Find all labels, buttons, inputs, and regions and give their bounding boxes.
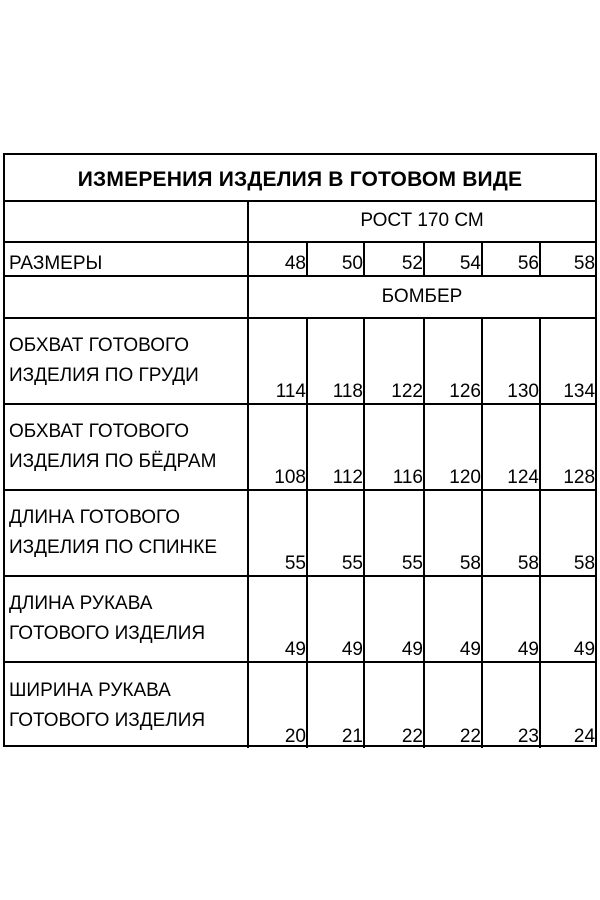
- measurement-label: [5, 576, 248, 662]
- value-cell: 120: [424, 404, 482, 490]
- value-cell: 58: [424, 490, 482, 576]
- product-row: [5, 276, 595, 318]
- height-row: [5, 200, 595, 242]
- label-line: ИЗДЕЛИЯ ПО БЁДРАМ: [9, 451, 217, 472]
- value-cell: 55: [248, 490, 307, 576]
- size-cell: 56: [482, 242, 540, 276]
- value-cell: 20: [248, 662, 307, 748]
- sizes-row: [5, 242, 595, 276]
- measurement-row-hips: [5, 404, 595, 490]
- value-cell: 116: [364, 404, 424, 490]
- product-label: БОМБЕР: [248, 276, 595, 318]
- size-chart: [3, 153, 597, 747]
- measurement-row-chest: [5, 318, 595, 404]
- label-line: ИЗДЕЛИЯ ПО ГРУДИ: [9, 365, 199, 386]
- value-cell: 49: [424, 576, 482, 662]
- value-cell: 112: [307, 404, 364, 490]
- value-cell: 128: [540, 404, 595, 490]
- size-cell: 54: [424, 242, 482, 276]
- chart-title: ИЗМЕРЕНИЯ ИЗДЕЛИЯ В ГОТОВОМ ВИДЕ: [5, 155, 595, 202]
- label-line: ДЛИНА РУКАВА: [9, 593, 153, 614]
- label-line: ИЗДЕЛИЯ ПО СПИНКЕ: [9, 537, 218, 558]
- label-line: ГОТОВОГО ИЗДЕЛИЯ: [9, 623, 206, 644]
- size-table: [5, 200, 595, 748]
- measurement-row-sleeve-length: [5, 576, 595, 662]
- value-cell: 55: [307, 490, 364, 576]
- value-cell: 49: [482, 576, 540, 662]
- value-cell: 55: [364, 490, 424, 576]
- size-cell: 58: [540, 242, 595, 276]
- value-cell: 124: [482, 404, 540, 490]
- value-cell: 118: [307, 318, 364, 404]
- value-cell: 49: [248, 576, 307, 662]
- value-cell: 21: [307, 662, 364, 748]
- empty-header-cell: [5, 200, 248, 242]
- value-cell: 126: [424, 318, 482, 404]
- label-line: ОБХВАТ ГОТОВОГО: [9, 421, 189, 442]
- value-cell: 134: [540, 318, 595, 404]
- label-line: ГОТОВОГО ИЗДЕЛИЯ: [9, 709, 206, 731]
- label-line: ШИРИНА РУКАВА: [9, 679, 171, 701]
- value-cell: 114: [248, 318, 307, 404]
- value-cell: 58: [482, 490, 540, 576]
- size-cell: 50: [307, 242, 364, 276]
- value-cell: 49: [307, 576, 364, 662]
- value-cell: 23: [482, 662, 540, 748]
- measurement-label: [5, 490, 248, 576]
- measurement-row-back-length: [5, 490, 595, 576]
- value-cell: 22: [424, 662, 482, 748]
- value-cell: 130: [482, 318, 540, 404]
- size-cell: 48: [248, 242, 307, 276]
- measurement-label: [5, 404, 248, 490]
- measurement-label: [5, 662, 248, 748]
- measurement-label: [5, 318, 248, 404]
- empty-product-cell: [5, 276, 248, 318]
- value-cell: 24: [540, 662, 595, 748]
- sizes-label: РАЗМЕРЫ: [5, 242, 248, 276]
- value-cell: 49: [364, 576, 424, 662]
- height-label: РОСТ 170 СМ: [248, 200, 595, 242]
- value-cell: 108: [248, 404, 307, 490]
- label-line: ОБХВАТ ГОТОВОГО: [9, 335, 189, 356]
- value-cell: 22: [364, 662, 424, 748]
- value-cell: 49: [540, 576, 595, 662]
- value-cell: 122: [364, 318, 424, 404]
- measurement-row-sleeve-width: [5, 662, 595, 748]
- label-line: ДЛИНА ГОТОВОГО: [9, 507, 181, 528]
- size-cell: 52: [364, 242, 424, 276]
- value-cell: 58: [540, 490, 595, 576]
